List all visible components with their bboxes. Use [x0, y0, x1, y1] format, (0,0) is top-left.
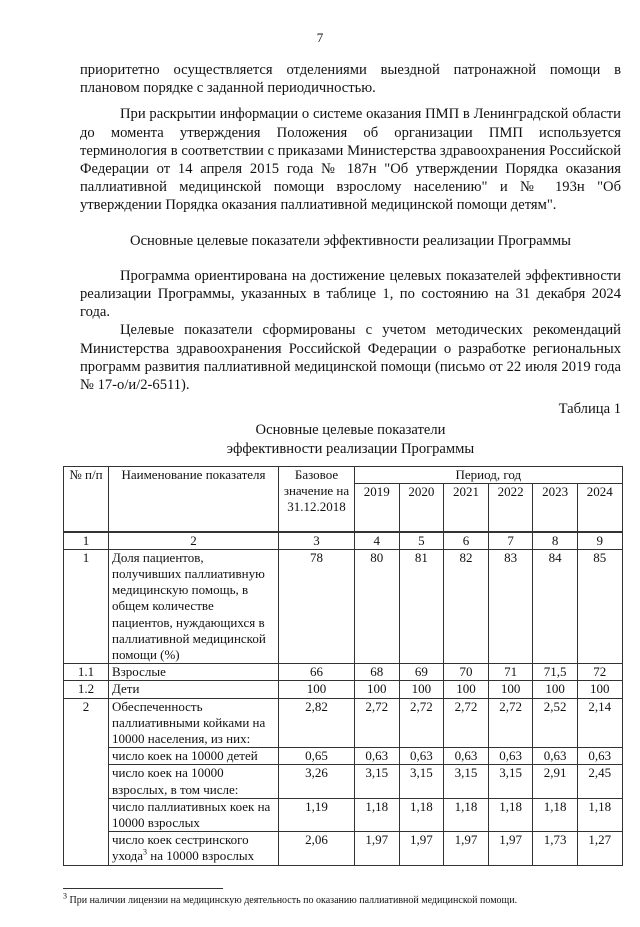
table-row: [64, 664, 623, 681]
indicator-value: 68: [355, 664, 400, 681]
indicator-value: 1,18: [444, 798, 489, 831]
indicator-value: 1,97: [399, 832, 444, 865]
indicator-value: 0,63: [399, 748, 444, 765]
indicator-value: 71: [488, 664, 533, 681]
indicator-value: 0,63: [577, 748, 622, 765]
indicator-value: 100: [279, 681, 355, 698]
indicator-name: [109, 765, 279, 798]
indicator-value: 0,63: [533, 748, 578, 765]
indicator-value: 83: [488, 549, 533, 663]
table-row: [64, 832, 623, 865]
indicator-value: 3,15: [355, 765, 400, 798]
indicator-name: [109, 549, 279, 663]
indicator-value: 100: [577, 681, 622, 698]
indicator-name: [109, 798, 279, 831]
indicator-value: 0,63: [355, 748, 400, 765]
column-number: 6: [444, 532, 489, 550]
indicator-value: 2,91: [533, 765, 578, 798]
indicator-value: 0,63: [488, 748, 533, 765]
indicator-value: 71,5: [533, 664, 578, 681]
indicator-name-text: число коек на 10000 взрослых, в том числе:: [112, 765, 239, 797]
indicator-name: [109, 698, 279, 748]
row-number: 1: [64, 549, 109, 663]
indicator-name-text: Дети: [112, 681, 140, 697]
column-number: 2: [109, 532, 279, 550]
table-row: [64, 549, 623, 663]
indicator-value: 2,72: [444, 698, 489, 748]
header-num: № п/п: [64, 466, 109, 531]
footnote-text: При наличии лицензии на медицинскую деятельность по оказанию паллиативной медицинской помощи.: [67, 894, 518, 906]
indicators-table: [63, 466, 623, 866]
indicator-value: 70: [444, 664, 489, 681]
column-number: 1: [64, 532, 109, 550]
header-year: 2023: [533, 484, 578, 532]
paragraph: приоритетно осуществляется отделениями выездной патронажной помощи в плановом порядке с заданной периодичностью.: [80, 62, 621, 97]
indicator-value: 78: [279, 549, 355, 663]
indicator-name-text: на 10000 взрослых: [147, 848, 255, 864]
indicator-value: 1,73: [533, 832, 578, 865]
indicator-value: 82: [444, 549, 489, 663]
indicator-value: 2,52: [533, 698, 578, 748]
indicator-value: 1,97: [444, 832, 489, 865]
header-year: 2024: [577, 484, 622, 532]
indicator-value: 1,18: [577, 798, 622, 831]
indicator-value: 0,65: [279, 748, 355, 765]
indicator-name-text: Доля пациентов, получивших паллиативную медицинскую помощь, в общем количестве пациентов, нуждающихся в паллиативной медицинской помощи (%): [112, 549, 266, 662]
row-number: 1.1: [64, 664, 109, 681]
column-number: 7: [488, 532, 533, 550]
header-base: Базовое значение на 31.12.2018: [279, 466, 355, 531]
header-year: 2021: [444, 484, 489, 532]
indicator-value: 2,45: [577, 765, 622, 798]
column-number: 9: [577, 532, 622, 550]
footnote-mark: 3: [63, 891, 67, 901]
header-year: 2020: [399, 484, 444, 532]
paragraph: При раскрытии информации о системе оказания ПМП в Ленинградской области до момента утверждения Положения об организации ПМП используется терминология в соответствии с приказами Министерства здравоохранения Российской Федерации от 14 апреля 2015 года № 187н "Об утверждении Порядка оказания паллиативной медицинской помощи взрослому населению" и № 193н "Об утверждении Порядка оказания паллиативной медицинской помощи детям".: [80, 106, 621, 214]
paragraph: Целевые показатели сформированы с учетом методических рекомендаций Министерства здравоохранения Российской Федерации о разработке региональных программ развития паллиативной медицинской помощи (письмо от 22 июля 2019 года № 17-о/и/2-6511).: [80, 322, 621, 394]
indicator-value: 2,72: [355, 698, 400, 748]
indicator-value: 100: [399, 681, 444, 698]
page-number: 7: [316, 30, 324, 45]
indicator-value: 1,97: [488, 832, 533, 865]
table-row: [64, 681, 623, 698]
indicator-value: 1,18: [533, 798, 578, 831]
paragraph: Программа ориентирована на достижение целевых показателей эффективности реализации Программы, указанных в таблице 1, по состоянию на 31 декабря 2024 года.: [80, 267, 621, 321]
table-row: [64, 748, 623, 765]
indicator-name-text: Взрослые: [112, 664, 166, 680]
indicator-value: 3,15: [444, 765, 489, 798]
table-title: [80, 421, 621, 457]
indicator-value: 1,18: [399, 798, 444, 831]
indicator-name: [109, 681, 279, 698]
footnote-divider: [63, 888, 223, 889]
indicator-value: 3,15: [399, 765, 444, 798]
indicator-value: 0,63: [444, 748, 489, 765]
header-year: 2022: [488, 484, 533, 532]
row-number: 2: [64, 698, 109, 865]
indicator-value: 1,18: [355, 798, 400, 831]
indicator-value: 2,14: [577, 698, 622, 748]
indicator-name-text: число коек сестринского ухода: [112, 832, 249, 864]
table-title-line: эффективности реализации Программы: [226, 440, 475, 457]
indicator-name-text: Обеспеченность паллиативными койками на 10000 населения, из них:: [112, 698, 266, 746]
indicator-value: 2,06: [279, 832, 355, 865]
indicator-value: 66: [279, 664, 355, 681]
indicator-value: 1,97: [355, 832, 400, 865]
column-number: 3: [279, 532, 355, 550]
table-row: [64, 698, 623, 748]
table-title-line: Основные целевые показатели: [255, 422, 446, 439]
footnote-ref: 3: [143, 848, 148, 858]
indicator-value: 85: [577, 549, 622, 663]
column-number: 4: [355, 532, 400, 550]
indicator-name: [109, 748, 279, 765]
table-row: [64, 765, 623, 798]
indicator-value: 72: [577, 664, 622, 681]
indicator-value: 1,19: [279, 798, 355, 831]
indicator-name-text: число паллиативных коек на 10000 взрослых: [112, 798, 271, 831]
indicator-value: 1,27: [577, 832, 622, 865]
indicator-value: 2,72: [488, 698, 533, 748]
table-row: [64, 798, 623, 831]
indicator-value: 1,18: [488, 798, 533, 831]
indicator-name: [109, 664, 279, 681]
indicator-value: 3,15: [488, 765, 533, 798]
indicator-value: 100: [444, 681, 489, 698]
column-number: 5: [399, 532, 444, 550]
document-body: [80, 61, 621, 458]
indicator-value: 84: [533, 549, 578, 663]
indicator-name: [109, 832, 279, 865]
indicator-name-text: число коек на 10000 детей: [112, 748, 258, 764]
indicator-value: 69: [399, 664, 444, 681]
header-name: Наименование показателя: [109, 466, 279, 531]
indicator-value: 2,82: [279, 698, 355, 748]
indicator-value: 80: [355, 549, 400, 663]
indicator-value: 81: [399, 549, 444, 663]
header-period: Период, год: [355, 466, 623, 483]
indicator-value: 100: [488, 681, 533, 698]
table-number: Таблица 1: [558, 401, 621, 418]
header-year: 2019: [355, 484, 400, 532]
indicator-value: 100: [533, 681, 578, 698]
indicator-value: 2,72: [399, 698, 444, 748]
row-number: 1.2: [64, 681, 109, 698]
indicator-value: 100: [355, 681, 400, 698]
section-heading: Основные целевые показатели эффективности реализации Программы: [130, 232, 571, 249]
column-number: 8: [533, 532, 578, 550]
indicator-value: 3,26: [279, 765, 355, 798]
